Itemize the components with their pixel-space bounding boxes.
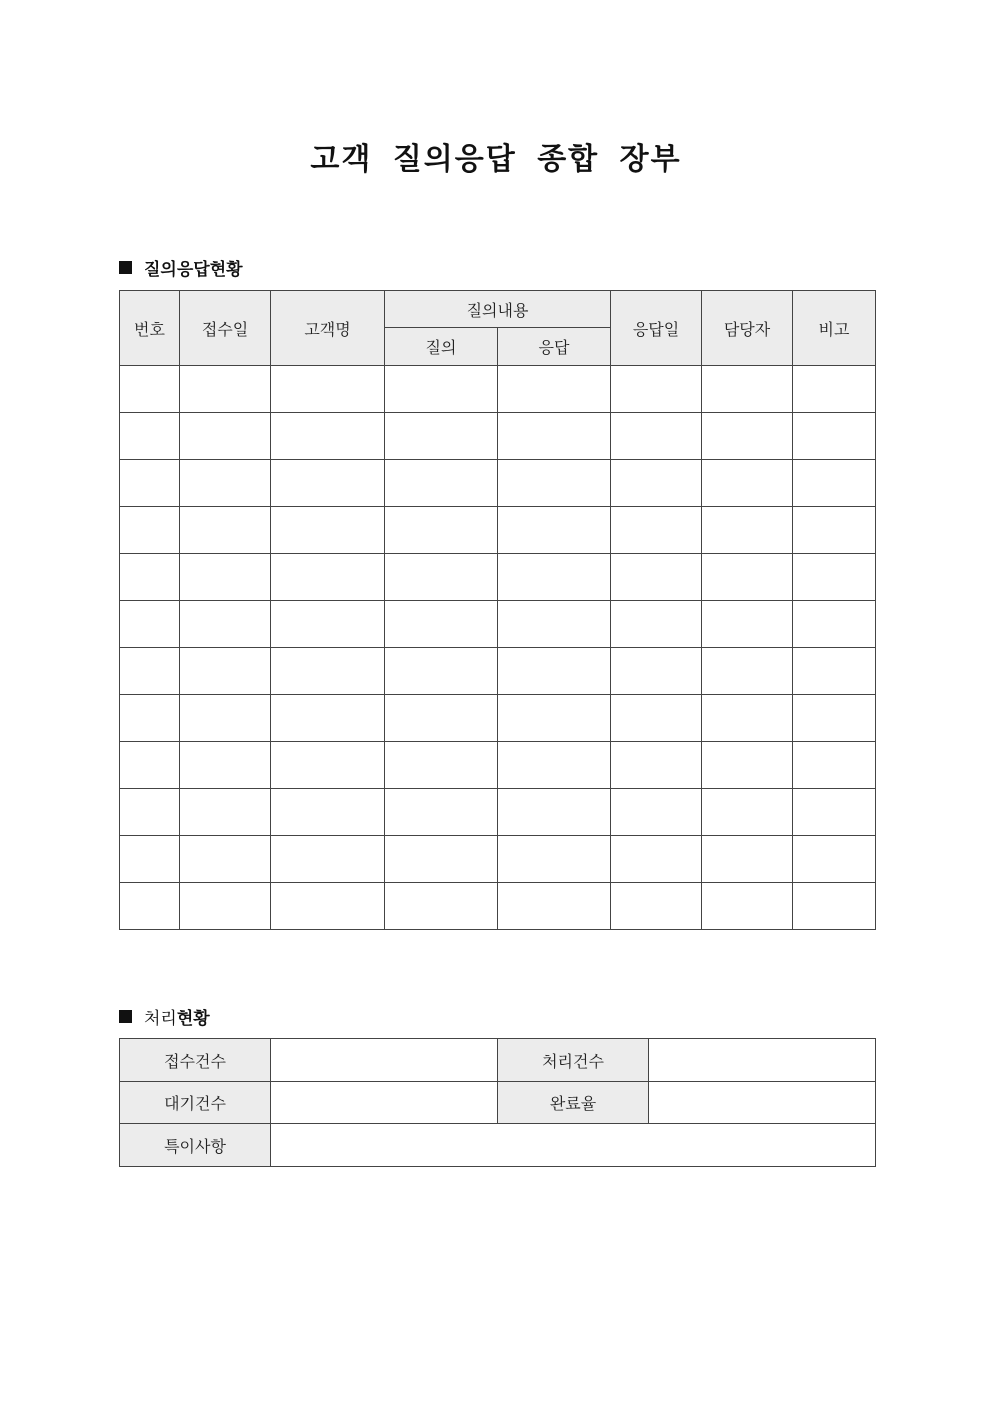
table-cell[interactable] (385, 648, 498, 695)
table-cell[interactable] (120, 554, 180, 601)
qa-status-table (119, 290, 876, 930)
table-cell[interactable] (702, 695, 793, 742)
table-cell[interactable] (271, 366, 385, 413)
table-cell[interactable] (180, 601, 271, 648)
header-received-date: 접수일 (180, 291, 271, 366)
table-cell[interactable] (498, 507, 611, 554)
header-answer: 응답 (498, 328, 611, 366)
table-cell[interactable] (180, 695, 271, 742)
page-title: 고객 질의응답 종합 장부 (310, 142, 682, 177)
label-completion-rate: 완료율 (498, 1082, 649, 1124)
processing-status-table (119, 1038, 876, 1167)
table-cell[interactable] (702, 460, 793, 507)
table-cell[interactable] (271, 695, 385, 742)
table-cell[interactable] (180, 460, 271, 507)
table-cell[interactable] (180, 742, 271, 789)
table-cell[interactable] (611, 601, 702, 648)
header-note: 비고 (793, 291, 876, 366)
table-cell[interactable] (180, 648, 271, 695)
table-cell[interactable] (702, 554, 793, 601)
table-cell[interactable] (385, 366, 498, 413)
table-cell[interactable] (702, 413, 793, 460)
table-cell[interactable] (793, 742, 876, 789)
table-cell[interactable] (120, 883, 180, 930)
table-row (120, 460, 876, 507)
table-cell[interactable] (385, 836, 498, 883)
table-cell[interactable] (702, 836, 793, 883)
table-cell[interactable] (793, 648, 876, 695)
section-heading-qa-status (119, 255, 243, 280)
table-cell[interactable] (385, 413, 498, 460)
table-cell[interactable] (120, 836, 180, 883)
section-heading-text-part2: 현황 (176, 1009, 210, 1029)
table-cell[interactable] (180, 836, 271, 883)
table-cell[interactable] (611, 836, 702, 883)
table-cell[interactable] (611, 789, 702, 836)
table-cell[interactable] (385, 507, 498, 554)
table-cell[interactable] (180, 413, 271, 460)
table-cell[interactable] (120, 460, 180, 507)
table-cell[interactable] (498, 648, 611, 695)
table-cell[interactable] (385, 789, 498, 836)
table-row (120, 554, 876, 601)
table-cell[interactable] (120, 366, 180, 413)
header-no: 번호 (120, 291, 180, 366)
table-cell[interactable] (120, 742, 180, 789)
table-cell[interactable] (385, 460, 498, 507)
header-manager: 담당자 (702, 291, 793, 366)
table-row (120, 789, 876, 836)
table-cell[interactable] (385, 883, 498, 930)
table-cell[interactable] (498, 554, 611, 601)
table-cell[interactable] (271, 742, 385, 789)
table-cell[interactable] (271, 601, 385, 648)
table-cell[interactable] (498, 883, 611, 930)
table-cell[interactable] (611, 742, 702, 789)
table-cell[interactable] (498, 413, 611, 460)
table-cell[interactable] (793, 554, 876, 601)
table-cell[interactable] (611, 460, 702, 507)
table-row (120, 366, 876, 413)
table-cell[interactable] (271, 836, 385, 883)
table-cell[interactable] (793, 695, 876, 742)
table-cell[interactable] (385, 742, 498, 789)
table-cell[interactable] (702, 601, 793, 648)
table-cell[interactable] (702, 742, 793, 789)
table-cell[interactable] (180, 366, 271, 413)
table-cell[interactable] (611, 366, 702, 413)
table-cell[interactable] (611, 507, 702, 554)
table-cell[interactable] (702, 789, 793, 836)
table-cell[interactable] (611, 554, 702, 601)
table-cell[interactable] (498, 366, 611, 413)
table-cell[interactable] (611, 883, 702, 930)
value-remarks[interactable] (271, 1124, 876, 1167)
table-cell[interactable] (498, 836, 611, 883)
table-cell[interactable] (385, 695, 498, 742)
table-cell[interactable] (793, 601, 876, 648)
table-cell[interactable] (498, 742, 611, 789)
label-processed-count: 처리건수 (498, 1039, 649, 1082)
square-bullet-icon (119, 1010, 132, 1023)
table-cell[interactable] (611, 413, 702, 460)
table-row (120, 742, 876, 789)
table-row (120, 601, 876, 648)
table-cell[interactable] (702, 883, 793, 930)
table-cell[interactable] (271, 460, 385, 507)
table-cell[interactable] (120, 601, 180, 648)
table-row (120, 883, 876, 930)
table-cell[interactable] (498, 695, 611, 742)
value-completion-rate[interactable] (649, 1082, 876, 1124)
table-cell[interactable] (793, 413, 876, 460)
table-cell[interactable] (702, 507, 793, 554)
table-cell[interactable] (793, 836, 876, 883)
header-answer-date: 응답일 (611, 291, 702, 366)
table-cell[interactable] (120, 695, 180, 742)
label-remarks: 특이사항 (120, 1124, 271, 1167)
header-content: 질의내용 (385, 291, 611, 328)
table-cell[interactable] (793, 789, 876, 836)
table-cell[interactable] (271, 507, 385, 554)
table-cell[interactable] (120, 413, 180, 460)
table-cell[interactable] (120, 789, 180, 836)
table-cell[interactable] (180, 883, 271, 930)
table-cell[interactable] (271, 648, 385, 695)
table-row (120, 836, 876, 883)
section-heading-text-part1: 처리 (144, 1009, 177, 1029)
table-cell[interactable] (793, 366, 876, 413)
label-pending-count: 대기건수 (120, 1082, 271, 1124)
table-row (120, 648, 876, 695)
table-cell[interactable] (180, 789, 271, 836)
table-cell[interactable] (793, 460, 876, 507)
label-received-count: 접수건수 (120, 1039, 271, 1082)
value-processed-count[interactable] (649, 1039, 876, 1082)
table-cell[interactable] (120, 507, 180, 554)
value-pending-count[interactable] (271, 1082, 498, 1124)
qa-table-body (120, 366, 876, 930)
table-cell[interactable] (271, 789, 385, 836)
table-cell[interactable] (793, 507, 876, 554)
square-bullet-icon (119, 261, 132, 274)
header-customer: 고객명 (271, 291, 385, 366)
table-cell[interactable] (702, 648, 793, 695)
table-cell[interactable] (180, 507, 271, 554)
table-cell[interactable] (793, 883, 876, 930)
header-question: 질의 (385, 328, 498, 366)
section-heading-processing-status (119, 1004, 210, 1029)
table-row (120, 413, 876, 460)
table-cell[interactable] (271, 413, 385, 460)
table-row (120, 507, 876, 554)
table-cell[interactable] (271, 883, 385, 930)
table-cell[interactable] (498, 601, 611, 648)
table-cell[interactable] (120, 648, 180, 695)
table-cell[interactable] (385, 601, 498, 648)
table-cell[interactable] (271, 554, 385, 601)
section-heading-text: 질의응답현황 (144, 260, 243, 280)
table-cell[interactable] (385, 554, 498, 601)
table-cell[interactable] (498, 460, 611, 507)
table-cell[interactable] (702, 366, 793, 413)
table-cell[interactable] (498, 789, 611, 836)
table-cell[interactable] (611, 695, 702, 742)
table-cell[interactable] (611, 648, 702, 695)
value-received-count[interactable] (271, 1039, 498, 1082)
table-row (120, 695, 876, 742)
table-cell[interactable] (180, 554, 271, 601)
